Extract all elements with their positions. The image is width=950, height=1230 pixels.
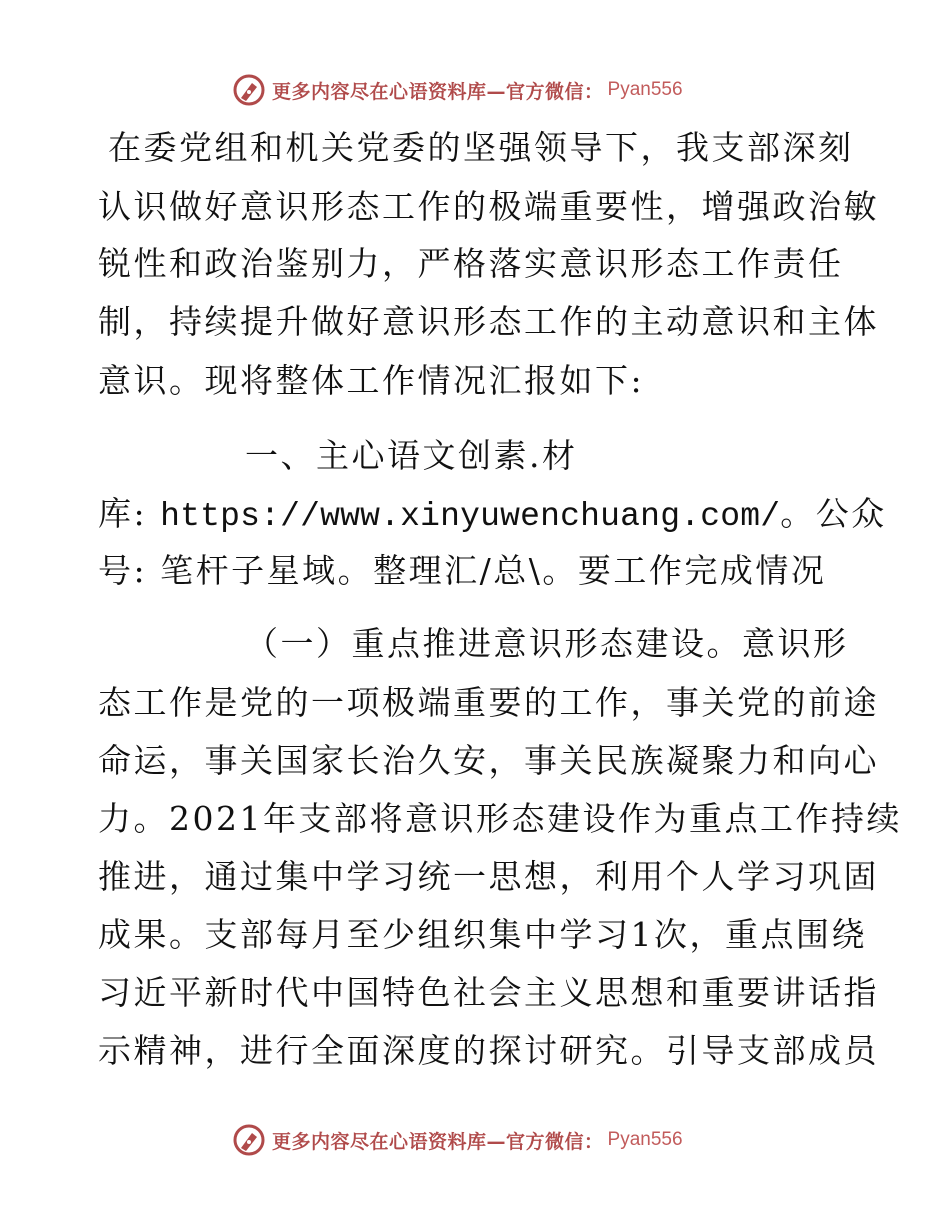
watermark-wechat-id: Pyan556 <box>607 1129 683 1150</box>
heading-one-suffix: 。公众 <box>780 494 887 533</box>
watermark-text: 更多内容尽在心语资料库—官方微信： <box>272 1130 604 1153</box>
pen-nib-logo-icon <box>232 73 266 107</box>
section-one-line-1: （一）重点推进意识形态建设。意识形 <box>245 624 849 663</box>
watermark-wechat-id: Pyan556 <box>607 79 683 100</box>
intro-line-5: 意识。现将整体工作情况汇报如下: <box>98 361 645 400</box>
watermark-text: 更多内容尽在心语资料库—官方微信： <box>272 80 604 103</box>
section-one-line-3: 命运，事关国家长治久安，事关民族凝聚力和向心 <box>98 741 879 780</box>
heading-one-line-1: 一、主心语文创素.材 <box>245 436 578 475</box>
watermark-banner-top <box>232 72 683 108</box>
intro-line-2: 认识做好意识形态工作的极端重要性，增强政治敏 <box>98 187 879 226</box>
intro-line-4: 制，持续提升做好意识形态工作的主动意识和主体 <box>98 302 879 341</box>
section-one-line-2: 态工作是党的一项极端重要的工作，事关党的前途 <box>98 683 879 722</box>
heading-one-line-3: 号: 笔杆子星域。整理汇/总\。要工作完成情况 <box>98 551 827 590</box>
section-one-line-4: 力。2021年支部将意识形态建设作为重点工作持续 <box>98 799 902 838</box>
watermark-banner-bottom <box>232 1122 683 1158</box>
pen-nib-logo-icon <box>232 1123 266 1157</box>
heading-one-line-2 <box>98 494 887 534</box>
section-one-line-8: 示精神，进行全面深度的探讨研究。引导支部成员 <box>98 1031 879 1070</box>
intro-line-1: 在委党组和机关党委的坚强领导下，我支部深刻 <box>108 128 854 167</box>
section-one-line-7: 习近平新时代中国特色社会主义思想和重要讲话指 <box>98 973 879 1012</box>
section-one-line-5: 推进，通过集中学习统一思想，利用个人学习巩固 <box>98 857 879 896</box>
heading-one-prefix: 库: <box>98 494 161 533</box>
source-url: https://www.xinyuwenchuang.com/ <box>160 498 781 535</box>
section-one-line-6: 成果。支部每月至少组织集中学习1次，重点围绕 <box>98 915 867 954</box>
intro-line-3: 锐性和政治鉴别力，严格落实意识形态工作责任 <box>98 244 844 283</box>
